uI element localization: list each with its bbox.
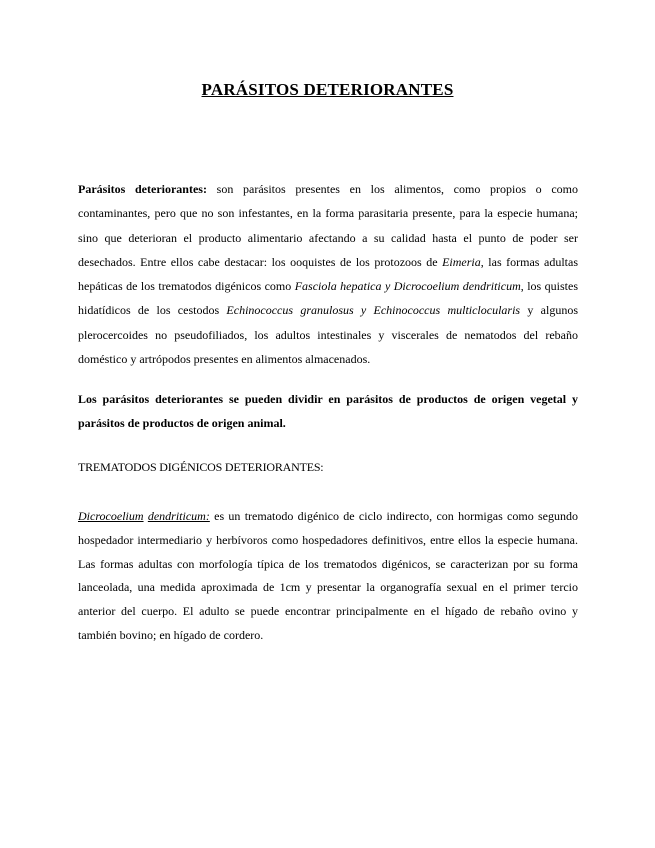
species-fasciola-dicrocoelium: Fasciola hepatica y Dicrocoelium dendriticum <box>294 279 521 294</box>
paragraph-definition-lead: Parásitos deteriorantes: <box>78 182 207 196</box>
paragraph-dicrocoelium <box>78 505 578 648</box>
paragraph-definition-text-1: son parásitos presentes en los alimentos, como propios o como contaminantes, pero que no son infestantes, en la forma parasitaria presente, para la especie humana; sino que deterioran el producto alimentario afectando a su calidad hasta el punto de poder ser desechados. Entre ellos cabe destacar: los ooquistes de los protozoos de <box>78 182 579 269</box>
document-title: PARÁSITOS DETERIORANTES <box>201 80 454 99</box>
species-echinococcus: Echinococcus granulosus y Echinococcus multiclocularis <box>226 303 521 318</box>
section-heading: TREMATODOS DIGÉNICOS DETERIORANTES: <box>78 460 324 474</box>
paragraph-definition-text-2: , las formas adultas hepáticas de los trematodos digénicos como <box>78 254 578 294</box>
paragraph-definition-text-3: , los quistes hidatídicos de los cestodos <box>78 279 578 318</box>
paragraph-classification: Los parásitos deteriorantes se pueden dividir en parásitos de productos de origen vegetal y parásitos de productos de origen animal. <box>78 392 578 430</box>
paragraph-dicrocoelium-text: es un trematodo digénico de ciclo indirecto, con hormigas como segundo hospedador intermediario y herbívoros como hospedadores definitivos, entre ellos la especie humana. Las formas adultas con morfología típica de los trematodos digénicos, se caracterizan por su forma lanceolada, una medida aproximada de 1cm y presentar la organografía sexual en el primer tercio anterior del cuerpo. El adulto se puede encontrar principalmente en el hígado de rebaño ovino y también bovino; en hígado de cordero. <box>78 509 579 642</box>
paragraph-definition-text-4: y algunos plerocercoides no pseudofiliados, los adultos intestinales y viscerales de nematodos del rebaño doméstico y artrópodos presentes en alimentos almacenados. <box>78 303 578 367</box>
species-epithet: dendriticum: <box>147 509 210 523</box>
species-genus: Dicrocoelium <box>78 509 144 523</box>
paragraph-definition <box>78 177 578 371</box>
species-eimeria: Eimeria <box>442 254 481 269</box>
